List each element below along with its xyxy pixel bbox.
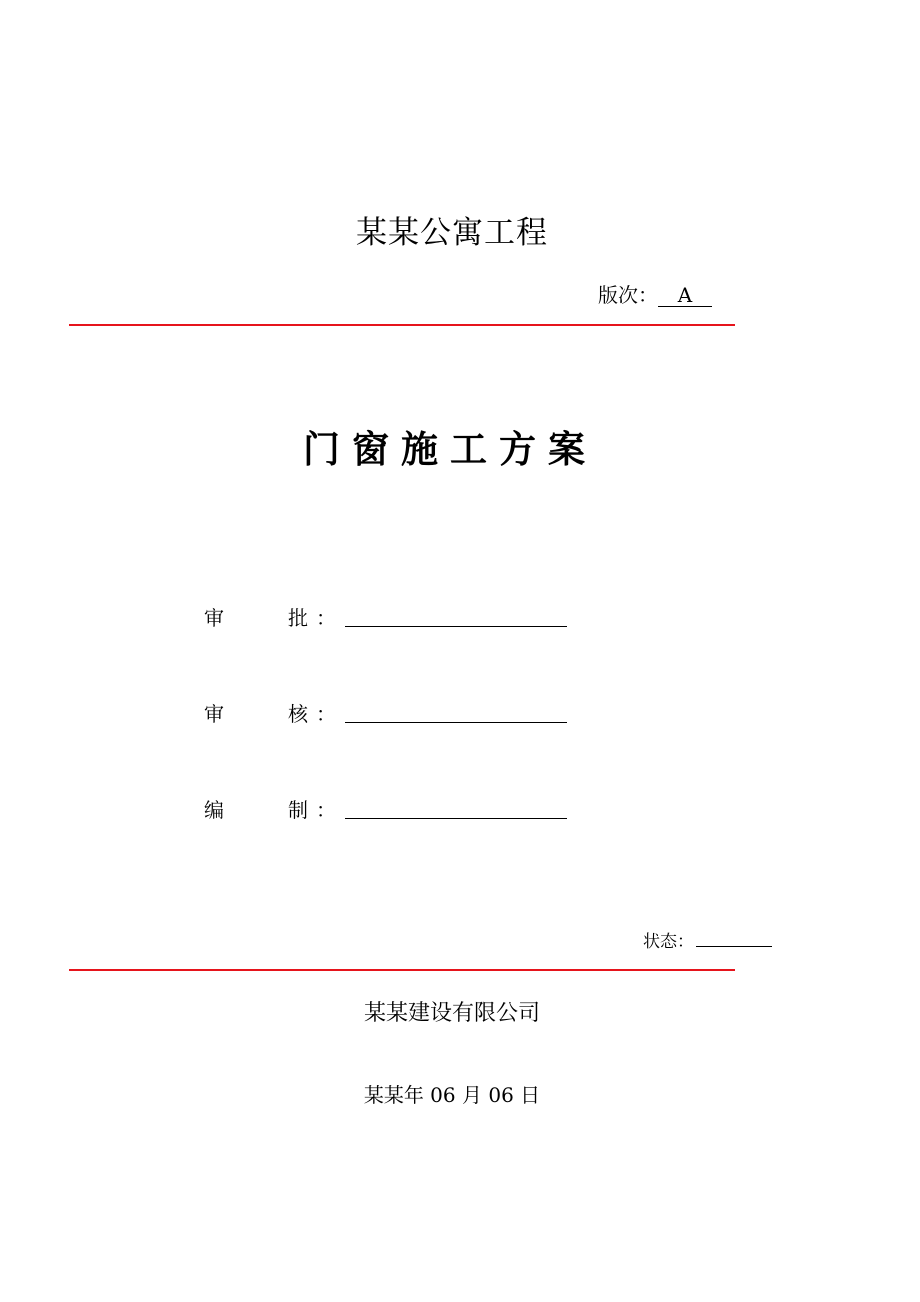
review-colon: ：	[316, 702, 336, 726]
compile-label-char-2: 制	[288, 798, 308, 822]
approval-colon: ：	[316, 606, 336, 630]
compile-signature-line	[345, 818, 567, 819]
version-value: A	[658, 284, 712, 307]
version-field	[598, 280, 712, 310]
status-field	[643, 928, 772, 956]
approval-label-char-1: 审	[204, 606, 224, 630]
top-red-divider	[69, 324, 735, 326]
review-signature-line	[345, 722, 567, 723]
compile-colon: ：	[316, 798, 336, 822]
document-title: 门窗施工方案	[303, 428, 597, 471]
compile-row	[204, 792, 584, 828]
review-row	[204, 696, 584, 732]
status-blank-line	[696, 928, 772, 947]
bottom-red-divider	[69, 969, 735, 971]
approval-label-char-2: 批	[288, 606, 308, 630]
review-label-char-2: 核	[288, 702, 308, 726]
status-label: 状态：	[643, 932, 694, 952]
company-name: 某某建设有限公司	[363, 1001, 540, 1026]
version-label: 版次：	[598, 283, 658, 307]
document-date: 某某年 06 月 06 日	[363, 1083, 541, 1107]
project-title: 某某公寓工程	[356, 215, 548, 251]
approval-row	[204, 600, 584, 636]
approval-signature-line	[345, 626, 567, 627]
review-label-char-1: 审	[204, 702, 224, 726]
compile-label-char-1: 编	[204, 798, 224, 822]
